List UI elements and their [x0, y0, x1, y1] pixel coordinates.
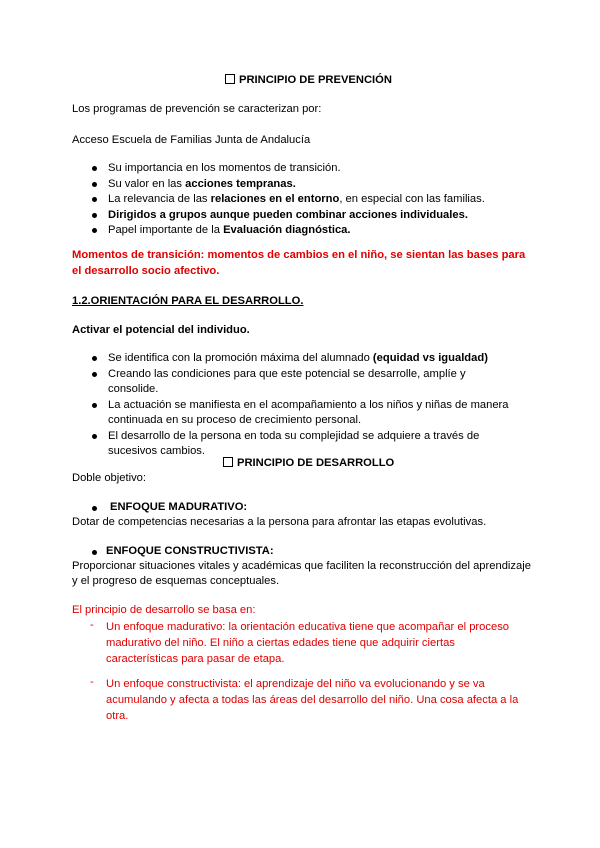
bullet-icon	[92, 434, 97, 439]
checkbox-icon	[225, 74, 235, 84]
enfoque-constructivista-line-2: y el progreso de esquemas conceptuales.	[72, 575, 280, 587]
dash-icon: -	[90, 676, 94, 688]
bullet-icon	[92, 228, 97, 233]
checkbox-icon	[223, 457, 233, 467]
enfoque-constructivista-heading: ENFOQUE CONSTRUCTIVISTA:	[92, 545, 274, 557]
orientacion-list	[92, 351, 512, 460]
list-item: Su valor en las acciones tempranas.	[92, 177, 512, 193]
list-item: - Un enfoque madurativo: la orientación educativa tiene que acompañar el proceso madurativo del niño. El niño a ciertas edades tiene que adquirir ciertas características para pasar de etapa.	[90, 619, 510, 665]
desarrollo-title: PRINCIPIO DE DESARROLLO	[237, 457, 395, 469]
bullet-icon	[92, 213, 97, 218]
bullet-icon	[92, 372, 97, 377]
bullet-icon	[92, 356, 97, 361]
list-item: La relevancia de las relaciones en el entorno, en especial con las familias.	[92, 192, 512, 208]
list-item: Dirigidos a grupos aunque pueden combinar acciones individuales.	[92, 208, 512, 224]
prevencion-heading	[225, 74, 392, 86]
enfoque-madurativo-heading: ENFOQUE MADURATIVO:	[92, 501, 247, 513]
list-item: Creando las condiciones para que este potencial se desarrolle, amplíe y consolide.	[92, 367, 512, 398]
bullet-icon	[92, 166, 97, 171]
prevencion-list	[92, 161, 512, 239]
doble-objetivo: Doble objetivo:	[72, 472, 147, 484]
bullet-icon	[92, 403, 97, 408]
list-item: Papel importante de la Evaluación diagnóstica.	[92, 223, 512, 239]
enfoque-constructivista-line-1: Proporcionar situaciones vitales y académicas que faciliten la reconstrucción del aprendizaje	[72, 560, 531, 572]
base-intro: El principio de desarrollo se basa en:	[72, 604, 256, 616]
list-item: La actuación se manifiesta en el acompañamiento a los niños y niñas de manera continuada en su proceso de crecimiento personal.	[92, 398, 512, 429]
list-item: - Un enfoque constructivista: el aprendizaje del niño va evolucionando y se va acumulando y afecta a todas las áreas del desarrollo del niño. Una cosa afecta a la otra.	[90, 676, 519, 722]
prevencion-title: PRINCIPIO DE PREVENCIÓN	[239, 74, 392, 86]
orientacion-heading: 1.2.ORIENTACIÓN PARA EL DESARROLLO.	[72, 295, 304, 307]
list-item: El desarrollo de la persona en toda su complejidad se adquiere a través de sucesivos cambios.	[92, 429, 512, 460]
list-item: Su importancia en los momentos de transición.	[92, 161, 512, 177]
bullet-icon	[92, 550, 97, 555]
enfoque-madurativo-text: Dotar de competencias necesarias a la persona para afrontar las etapas evolutivas.	[72, 516, 487, 528]
bullet-icon	[92, 182, 97, 187]
list-item: Se identifica con la promoción máxima del alumnado (equidad vs igualdad)	[92, 351, 512, 367]
momentos-line-2: el desarrollo socio afectivo.	[72, 265, 220, 277]
activar-heading: Activar el potencial del individuo.	[72, 324, 250, 336]
dash-icon: -	[90, 619, 94, 631]
momentos-line-1: Momentos de transición: momentos de cambios en el niño, se sientan las bases para	[72, 249, 526, 261]
source-text: Acceso Escuela de Familias Junta de Andalucía	[72, 134, 311, 146]
intro-text: Los programas de prevención se caracterizan por:	[72, 103, 322, 115]
bullet-icon	[92, 197, 97, 202]
bullet-icon	[92, 506, 97, 511]
desarrollo-heading	[223, 457, 394, 469]
